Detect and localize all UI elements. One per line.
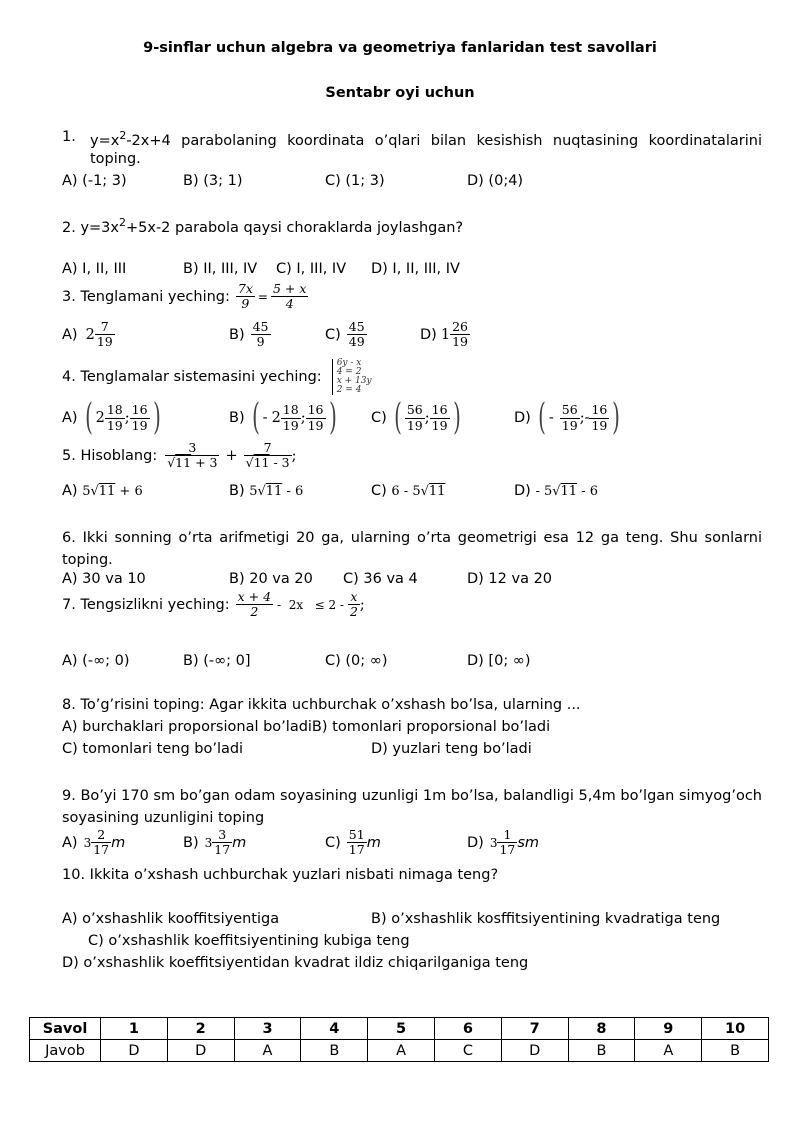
q8-text: 8. To’g’risini toping: Agar ikkita uchburchak o’xshash bo’lsa, ularning ... xyxy=(62,697,581,713)
page-title: 9-sinflar uchun algebra va geometriya fanlaridan test savollari xyxy=(143,40,657,56)
q1-option-b: B) (3; 1) xyxy=(183,173,243,189)
answer-table xyxy=(29,1017,769,1062)
q9-text: 9. Bo’yi 170 sm bo’gan odam soyasining uzunligi 1m bo’lsa, balandligi 5,4m bo’lgan simyog’och soyasining uzunligini toping xyxy=(62,788,762,826)
q4-option-d: D) ( - $\frac{56}{19}$ ;- $\frac{16}{19}$ ) xyxy=(514,397,621,438)
table-cell: Javob xyxy=(30,1040,101,1062)
q1-text: $y=x^2-2x+4$ parabolaning koordinata o’qlari bilan kesishish nuqtasining koordinatalarini xyxy=(90,129,762,149)
table-cell: D xyxy=(167,1040,234,1062)
table-cell: B xyxy=(301,1040,368,1062)
q1-option-c: C) (1; 3) xyxy=(325,173,385,189)
q7-option-c: C) (0; ∞) xyxy=(325,653,388,669)
q5-option-b: B) 5√11 - 6 xyxy=(229,483,304,499)
table-cell: 10 xyxy=(702,1018,769,1040)
table-cell: B xyxy=(568,1040,635,1062)
q10-option-d: D) o’xshashlik koeffitsiyentidan kvadrat ildiz chiqarilganiga teng xyxy=(62,955,529,971)
q2-option-a: A) I, II, III xyxy=(62,261,127,277)
table-cell: 2 xyxy=(167,1018,234,1040)
table-cell: A xyxy=(368,1040,435,1062)
q8-option-c: C) tomonlari teng bo’ladi xyxy=(62,741,244,757)
q5-option-d: D) - 5√11 - 6 xyxy=(514,483,599,499)
q5-question: 5. Hisoblang: $\frac{3}{√11 + 3}$ + $\frac{7}{√11 - 3}$ ; xyxy=(62,440,297,471)
q4-question xyxy=(62,359,372,395)
q1-text-cont: toping. xyxy=(90,151,141,167)
q2-option-c: C) I, III, IV xyxy=(276,261,347,277)
q7-fraction-2: $\frac{x}{2}$ xyxy=(349,589,358,620)
q8-option-ab: A) burchaklari proporsional bo’ladiB) tomonlari proporsional bo’ladi xyxy=(62,719,551,735)
q5-option-a: A) 5√11 + 6 xyxy=(62,483,143,499)
q3-option-d: D) 1 $\frac{26}{19}$ xyxy=(420,319,468,350)
q5-fraction-1: $\frac{3}{√11 + 3}$ xyxy=(167,440,218,471)
q7-option-d: D) [0; ∞) xyxy=(467,653,531,669)
q6-option-a: A) 30 va 10 xyxy=(62,571,146,587)
q10-option-c: C) o’xshashlik koeffitsiyentining kubiga teng xyxy=(88,933,410,949)
q9-option-c: C) $\frac{51}{17}$ m xyxy=(325,827,381,858)
q3-text: 3. Tenglamani yeching: xyxy=(62,288,230,305)
q1-option-d: D) (0;4) xyxy=(467,173,524,189)
q5-option-c: C) 6 - 5√11 xyxy=(371,483,446,499)
table-cell: D xyxy=(501,1040,568,1062)
q6-option-c: C) 36 va 4 xyxy=(343,571,418,587)
table-cell: A xyxy=(635,1040,702,1062)
q10-text: 10. Ikkita o’xshash uchburchak yuzlari nisbati nimaga teng? xyxy=(62,867,499,883)
q7-fraction-1: $\frac{x + 4}{2}$ xyxy=(237,589,272,620)
answer-table-header xyxy=(30,1018,769,1040)
q3-option-b: B) $\frac{45}{9}$ xyxy=(229,319,269,350)
q9-option-b: B) 3 $\frac{3}{17}$ m xyxy=(183,827,247,858)
q4-option-c: C) ( $\frac{56}{19}$ ; $\frac{16}{19}$ ) xyxy=(371,397,461,438)
q4-option-b: B) ( - 2 $\frac{18}{19}$ ; $\frac{16}{19}$ ) xyxy=(229,397,337,438)
table-cell: 3 xyxy=(234,1018,301,1040)
table-cell: C xyxy=(434,1040,501,1062)
q2-text: 2. $y=3x^2+5x-2$ parabola qaysi choraklarda joylashgan? xyxy=(62,216,464,236)
q10-option-a: A) o’xshashlik kooffitsiyentiga xyxy=(62,911,280,927)
q7-text: 7. Tengsizlikni yeching: xyxy=(62,596,230,613)
q7-option-a: A) (-∞; 0) xyxy=(62,653,130,669)
q3-question: 3. Tenglamani yeching: $\frac{7x}{9}$ = $\frac{5 + x}{4}$ xyxy=(62,281,307,312)
q4-option-a: A) ( 2 $\frac{18}{19}$ ; $\frac{16}{19}$ ) xyxy=(62,397,161,438)
q6-option-d: D) 12 va 20 xyxy=(467,571,553,587)
q3-option-c: C) $\frac{45}{49}$ xyxy=(325,319,365,350)
q2-option-d: D) I, II, III, IV xyxy=(371,261,460,277)
q8-option-d: D) yuzlari teng bo’ladi xyxy=(371,741,532,757)
q6-option-b: B) 20 va 20 xyxy=(229,571,313,587)
q3-lhs-fraction: $\frac{7x}{9}$ xyxy=(237,281,253,312)
q6-text: 6. Ikki sonning o’rta arifmetigi 20 ga, ularning o’rta geometrigi esa 12 ga teng. Shu sonlarni toping. xyxy=(62,530,762,568)
q5-text: 5. Hisoblang: xyxy=(62,447,158,464)
table-cell: 1 xyxy=(101,1018,168,1040)
table-cell: 7 xyxy=(501,1018,568,1040)
table-cell: Savol xyxy=(30,1018,101,1040)
table-cell: 8 xyxy=(568,1018,635,1040)
table-cell: 4 xyxy=(301,1018,368,1040)
table-cell: B xyxy=(702,1040,769,1062)
q4-system: 6y - x 4 = 2 x + 13y 2 = 4 xyxy=(332,359,372,395)
q7-option-b: B) (-∞; 0] xyxy=(183,653,251,669)
q9-option-d: D) 3 $\frac{1}{17}$ sm xyxy=(467,827,540,858)
q3-option-a: A) 2 $\frac{7}{19}$ xyxy=(62,319,113,350)
table-cell: 6 xyxy=(434,1018,501,1040)
q1-number: 1. xyxy=(62,129,76,145)
table-cell: 9 xyxy=(635,1018,702,1040)
q4-text: 4. Tenglamalar sistemasini yeching: xyxy=(62,369,322,385)
table-cell: 5 xyxy=(368,1018,435,1040)
table-cell: D xyxy=(101,1040,168,1062)
page-subtitle: Sentabr oyi uchun xyxy=(325,85,475,101)
q1-option-a: A) (-1; 3) xyxy=(62,173,127,189)
q5-fraction-2: $\frac{7}{√11 - 3}$ xyxy=(245,440,290,471)
q9-option-a: A) 3 $\frac{2}{17}$ m xyxy=(62,827,126,858)
q3-rhs-fraction: $\frac{5 + x}{4}$ xyxy=(272,281,307,312)
answer-table-row xyxy=(30,1040,769,1062)
table-cell: A xyxy=(234,1040,301,1062)
q10-option-b: B) o’xshashlik kosffitsiyentining kvadratiga teng xyxy=(371,911,721,927)
q7-question: 7. Tengsizlikni yeching: $\frac{x + 4}{2}$ - 2x ≤ 2 - $\frac{x}{2}$ ; xyxy=(62,589,365,620)
q2-option-b: B) II, III, IV xyxy=(183,261,258,277)
